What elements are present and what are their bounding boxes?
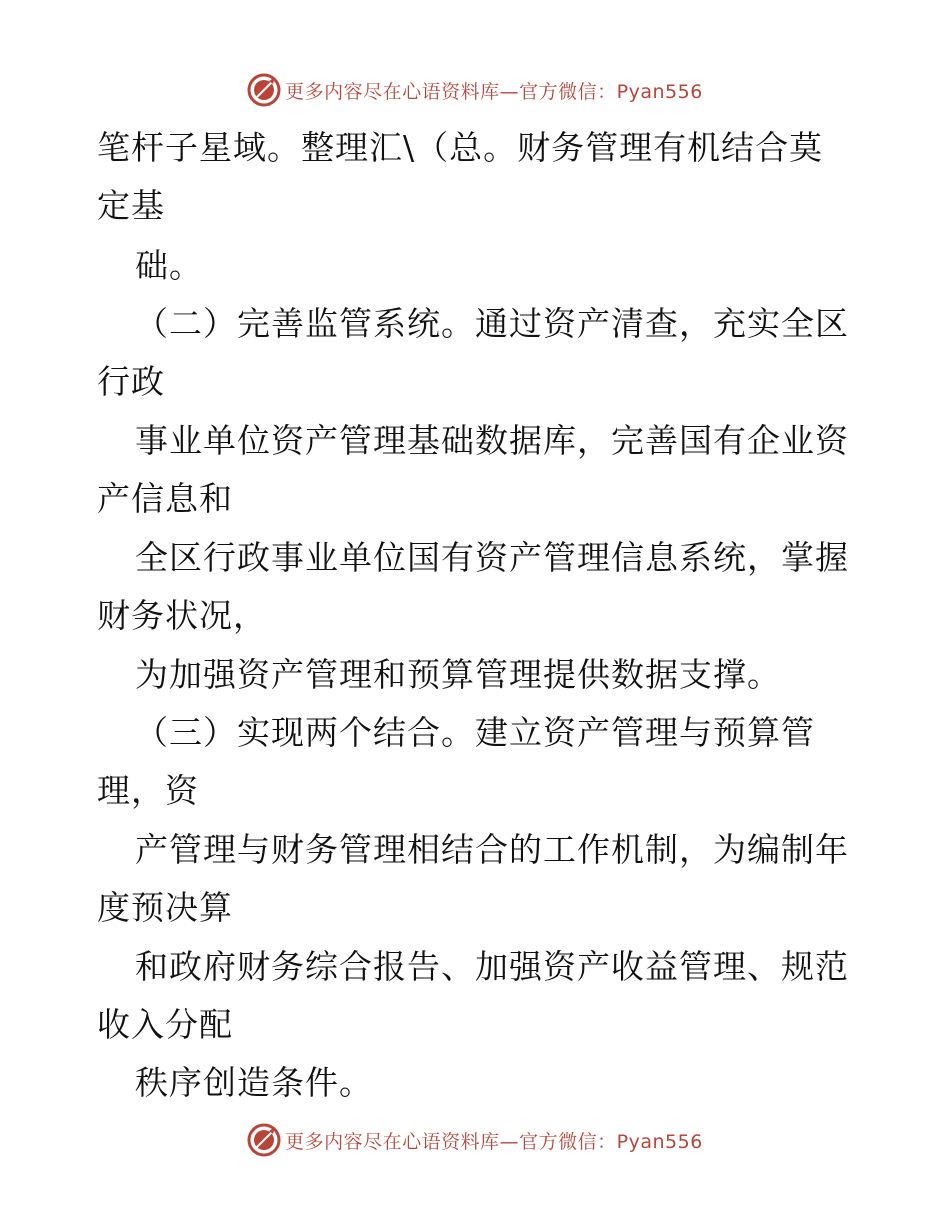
body-line: 理，资 [97, 771, 199, 810]
footer-watermark-banner [0, 1122, 950, 1158]
body-line: 定基 [97, 186, 165, 225]
body-line: 事业单位资产管理基础数据库，完善国有企业资 [135, 421, 849, 460]
body-line: 笔杆子星域。整理汇\（总。财务管理有机结合莫 [97, 128, 824, 167]
body-line: （二）完善监管系统。通过资产清查，充实全区 [135, 304, 849, 343]
body-line: 秩序创造条件。 [135, 1063, 373, 1102]
body-line: 产信息和 [97, 479, 233, 518]
header-watermark-text: 更多内容尽在心语资料库—官方微信：Pyan556 [285, 80, 703, 103]
body-line: 行政 [97, 362, 165, 401]
body-line: （三）实现两个结合。建立资产管理与预算管 [135, 713, 815, 752]
header-watermark-banner [0, 72, 950, 108]
body-line: 收入分配 [97, 1005, 233, 1044]
quill-seal-icon [247, 1123, 281, 1157]
quill-seal-icon [247, 73, 281, 107]
body-line: 础。 [135, 246, 203, 285]
body-line: 财务状况， [97, 596, 267, 635]
body-line: 度预决算 [97, 888, 233, 927]
body-line: 产管理与财务管理相结合的工作机制，为编制年 [135, 830, 849, 869]
footer-watermark-text: 更多内容尽在心语资料库—官方微信：Pyan556 [285, 1130, 703, 1153]
body-line: 全区行政事业单位国有资产管理信息系统，掌握 [135, 538, 849, 577]
body-line: 和政府财务综合报告、加强资产收益管理、规范 [135, 947, 849, 986]
body-line: 为加强资产管理和预算管理提供数据支撑。 [135, 655, 781, 694]
